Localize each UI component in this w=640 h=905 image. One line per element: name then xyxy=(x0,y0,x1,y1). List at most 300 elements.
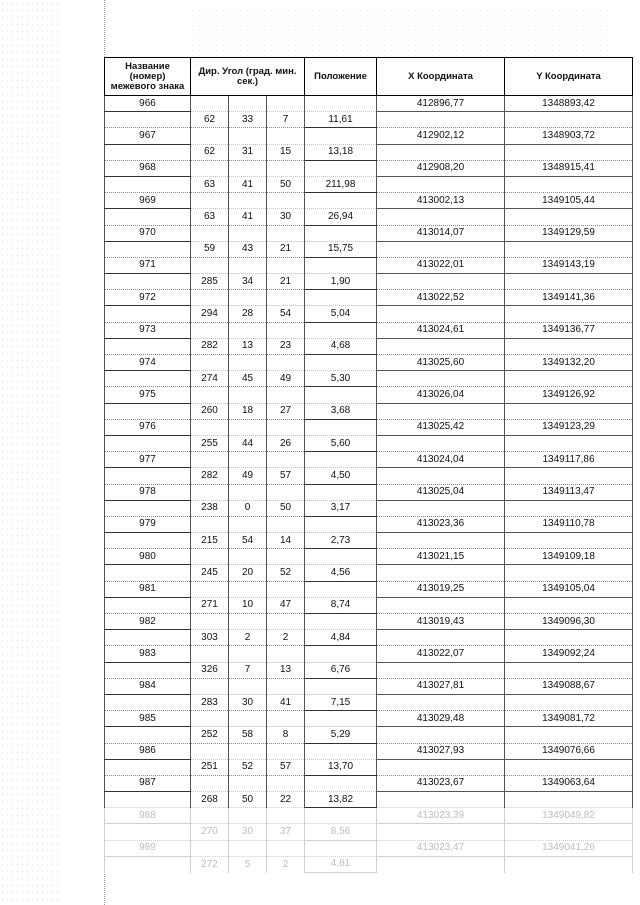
point-row xyxy=(105,678,633,694)
empty-cell xyxy=(377,209,505,225)
x-coordinate: 413029,48 xyxy=(377,711,505,727)
angle-degrees: 294 xyxy=(191,306,229,322)
header-point-name: Название (номер) межевого знака xyxy=(105,58,191,96)
empty-cell xyxy=(305,646,377,662)
y-coordinate: 1349126,92 xyxy=(505,387,633,403)
empty-cell xyxy=(305,290,377,306)
y-coordinate: 1349081,72 xyxy=(505,711,633,727)
empty-cell xyxy=(267,484,305,500)
segment-row xyxy=(105,500,633,516)
segment-row xyxy=(105,274,633,290)
angle-seconds: 15 xyxy=(267,144,305,160)
point-row xyxy=(105,646,633,662)
empty-cell xyxy=(191,257,229,273)
segment-row xyxy=(105,630,633,646)
empty-cell xyxy=(377,792,505,808)
y-coordinate: 1349109,18 xyxy=(505,549,633,565)
empty-cell xyxy=(105,144,191,160)
empty-cell xyxy=(105,274,191,290)
empty-cell xyxy=(105,500,191,516)
empty-cell xyxy=(191,549,229,565)
y-coordinate: 1349076,66 xyxy=(505,743,633,759)
point-name: 970 xyxy=(105,225,191,241)
angle-minutes: 41 xyxy=(229,209,267,225)
empty-cell xyxy=(105,824,191,840)
empty-cell xyxy=(267,549,305,565)
x-coordinate: 413022,01 xyxy=(377,257,505,273)
point-name: 986 xyxy=(105,743,191,759)
angle-minutes: 33 xyxy=(229,112,267,128)
empty-cell xyxy=(377,144,505,160)
x-coordinate: 413022,07 xyxy=(377,646,505,662)
point-name: 983 xyxy=(105,646,191,662)
empty-cell xyxy=(377,371,505,387)
empty-cell xyxy=(505,759,633,775)
angle-seconds: 50 xyxy=(267,176,305,192)
angle-seconds: 30 xyxy=(267,209,305,225)
point-row xyxy=(105,355,633,371)
empty-cell xyxy=(191,646,229,662)
empty-cell xyxy=(505,306,633,322)
y-coordinate: 1349113,47 xyxy=(505,484,633,500)
segment-row xyxy=(105,306,633,322)
angle-minutes: 18 xyxy=(229,403,267,419)
segment-distance: 2,73 xyxy=(305,533,377,549)
segment-distance: 3,17 xyxy=(305,500,377,516)
empty-cell xyxy=(377,759,505,775)
empty-cell xyxy=(377,824,505,840)
angle-seconds: 49 xyxy=(267,371,305,387)
point-name: 981 xyxy=(105,581,191,597)
angle-minutes: 7 xyxy=(229,662,267,678)
empty-cell xyxy=(191,581,229,597)
segment-row xyxy=(105,727,633,743)
empty-cell xyxy=(229,419,267,435)
segment-distance: 4,50 xyxy=(305,468,377,484)
empty-cell xyxy=(267,128,305,144)
empty-cell xyxy=(229,711,267,727)
segment-row xyxy=(105,792,633,808)
empty-cell xyxy=(105,694,191,710)
segment-row xyxy=(105,856,633,872)
point-name: 975 xyxy=(105,387,191,403)
y-coordinate: 1349041,26 xyxy=(505,840,633,856)
empty-cell xyxy=(505,468,633,484)
x-coordinate: 413002,13 xyxy=(377,193,505,209)
empty-cell xyxy=(505,241,633,257)
empty-cell xyxy=(505,274,633,290)
point-row xyxy=(105,840,633,856)
angle-minutes: 20 xyxy=(229,565,267,581)
point-row xyxy=(105,387,633,403)
angle-minutes: 41 xyxy=(229,176,267,192)
empty-cell xyxy=(505,144,633,160)
segment-distance: 3,68 xyxy=(305,403,377,419)
segment-distance: 13,82 xyxy=(305,792,377,808)
empty-cell xyxy=(505,176,633,192)
angle-degrees: 62 xyxy=(191,112,229,128)
x-coordinate: 413027,93 xyxy=(377,743,505,759)
empty-cell xyxy=(105,759,191,775)
empty-cell xyxy=(377,176,505,192)
angle-degrees: 245 xyxy=(191,565,229,581)
empty-cell xyxy=(505,727,633,743)
point-row xyxy=(105,614,633,630)
empty-cell xyxy=(305,322,377,338)
angle-degrees: 303 xyxy=(191,630,229,646)
y-coordinate: 1348915,41 xyxy=(505,160,633,176)
boundary-coordinates-table xyxy=(104,57,633,873)
empty-cell xyxy=(191,290,229,306)
empty-cell xyxy=(305,808,377,824)
empty-cell xyxy=(505,694,633,710)
y-coordinate: 1349129,59 xyxy=(505,225,633,241)
segment-row xyxy=(105,694,633,710)
empty-cell xyxy=(229,193,267,209)
angle-minutes: 0 xyxy=(229,500,267,516)
angle-minutes: 45 xyxy=(229,371,267,387)
empty-cell xyxy=(377,533,505,549)
empty-cell xyxy=(229,775,267,791)
angle-seconds: 7 xyxy=(267,112,305,128)
x-coordinate: 413023,39 xyxy=(377,808,505,824)
segment-row xyxy=(105,176,633,192)
empty-cell xyxy=(377,274,505,290)
empty-cell xyxy=(377,694,505,710)
empty-cell xyxy=(229,581,267,597)
empty-cell xyxy=(229,516,267,532)
point-row xyxy=(105,743,633,759)
empty-cell xyxy=(267,225,305,241)
point-row xyxy=(105,484,633,500)
empty-cell xyxy=(191,128,229,144)
angle-degrees: 63 xyxy=(191,209,229,225)
empty-cell xyxy=(229,355,267,371)
y-coordinate: 1349105,44 xyxy=(505,193,633,209)
segment-distance: 26,94 xyxy=(305,209,377,225)
x-coordinate: 412908,20 xyxy=(377,160,505,176)
empty-cell xyxy=(377,468,505,484)
segment-distance: 4,81 xyxy=(305,856,377,872)
empty-cell xyxy=(229,646,267,662)
point-row xyxy=(105,775,633,791)
angle-degrees: 268 xyxy=(191,792,229,808)
x-coordinate: 413023,36 xyxy=(377,516,505,532)
angle-minutes: 58 xyxy=(229,727,267,743)
point-name: 985 xyxy=(105,711,191,727)
empty-cell xyxy=(505,403,633,419)
segment-distance: 5,30 xyxy=(305,371,377,387)
empty-cell xyxy=(305,419,377,435)
empty-cell xyxy=(105,112,191,128)
empty-cell xyxy=(305,96,377,112)
x-coordinate: 413023,67 xyxy=(377,775,505,791)
segment-row xyxy=(105,759,633,775)
point-name: 982 xyxy=(105,614,191,630)
empty-cell xyxy=(105,565,191,581)
y-coordinate: 1348893,42 xyxy=(505,96,633,112)
empty-cell xyxy=(105,792,191,808)
segment-row xyxy=(105,468,633,484)
point-row xyxy=(105,452,633,468)
y-coordinate: 1349143,19 xyxy=(505,257,633,273)
point-row xyxy=(105,193,633,209)
empty-cell xyxy=(267,678,305,694)
point-name: 973 xyxy=(105,322,191,338)
empty-cell xyxy=(377,727,505,743)
empty-cell xyxy=(377,338,505,354)
segment-row xyxy=(105,338,633,354)
empty-cell xyxy=(505,338,633,354)
point-name: 984 xyxy=(105,678,191,694)
empty-cell xyxy=(505,500,633,516)
angle-minutes: 5 xyxy=(229,856,267,872)
empty-cell xyxy=(105,435,191,451)
y-coordinate: 1349096,30 xyxy=(505,614,633,630)
angle-minutes: 43 xyxy=(229,241,267,257)
empty-cell xyxy=(229,96,267,112)
x-coordinate: 413019,43 xyxy=(377,614,505,630)
angle-degrees: 63 xyxy=(191,176,229,192)
point-row xyxy=(105,160,633,176)
angle-degrees: 215 xyxy=(191,533,229,549)
empty-cell xyxy=(377,403,505,419)
point-name: 966 xyxy=(105,96,191,112)
empty-cell xyxy=(305,711,377,727)
angle-minutes: 54 xyxy=(229,533,267,549)
angle-seconds: 57 xyxy=(267,759,305,775)
segment-distance: 4,84 xyxy=(305,630,377,646)
empty-cell xyxy=(105,371,191,387)
empty-cell xyxy=(229,225,267,241)
empty-cell xyxy=(505,597,633,613)
point-row xyxy=(105,257,633,273)
empty-cell xyxy=(305,549,377,565)
angle-seconds: 22 xyxy=(267,792,305,808)
x-coordinate: 413027,81 xyxy=(377,678,505,694)
angle-seconds: 37 xyxy=(267,824,305,840)
empty-cell xyxy=(305,743,377,759)
empty-cell xyxy=(191,743,229,759)
angle-minutes: 30 xyxy=(229,824,267,840)
empty-cell xyxy=(191,516,229,532)
empty-cell xyxy=(505,630,633,646)
empty-cell xyxy=(191,775,229,791)
segment-row xyxy=(105,662,633,678)
empty-cell xyxy=(305,516,377,532)
point-name: 979 xyxy=(105,516,191,532)
angle-minutes: 49 xyxy=(229,468,267,484)
point-row xyxy=(105,322,633,338)
empty-cell xyxy=(267,322,305,338)
empty-cell xyxy=(229,322,267,338)
segment-row xyxy=(105,112,633,128)
empty-cell xyxy=(267,419,305,435)
y-coordinate: 1349117,86 xyxy=(505,452,633,468)
segment-row xyxy=(105,209,633,225)
angle-degrees: 260 xyxy=(191,403,229,419)
empty-cell xyxy=(377,435,505,451)
empty-cell xyxy=(229,290,267,306)
empty-cell xyxy=(105,241,191,257)
empty-cell xyxy=(267,775,305,791)
empty-cell xyxy=(505,565,633,581)
segment-distance: 8,56 xyxy=(305,824,377,840)
empty-cell xyxy=(305,128,377,144)
empty-cell xyxy=(229,452,267,468)
empty-cell xyxy=(505,792,633,808)
header-y-coordinate: Y Координата xyxy=(505,58,633,96)
x-coordinate: 413019,25 xyxy=(377,581,505,597)
empty-cell xyxy=(229,549,267,565)
empty-cell xyxy=(105,856,191,872)
point-row xyxy=(105,290,633,306)
empty-cell xyxy=(229,160,267,176)
empty-cell xyxy=(305,225,377,241)
point-name: 967 xyxy=(105,128,191,144)
header-distance: Положение xyxy=(305,58,377,96)
table-header-row xyxy=(105,58,633,96)
angle-degrees: 59 xyxy=(191,241,229,257)
angle-minutes: 10 xyxy=(229,597,267,613)
point-name: 974 xyxy=(105,355,191,371)
empty-cell xyxy=(105,727,191,743)
point-name: 980 xyxy=(105,549,191,565)
empty-cell xyxy=(229,840,267,856)
angle-degrees: 283 xyxy=(191,694,229,710)
segment-distance: 211,98 xyxy=(305,176,377,192)
point-name: 988 xyxy=(105,808,191,824)
segment-row xyxy=(105,371,633,387)
empty-cell xyxy=(229,614,267,630)
segment-row xyxy=(105,565,633,581)
point-row xyxy=(105,581,633,597)
angle-minutes: 34 xyxy=(229,274,267,290)
x-coordinate: 413026,04 xyxy=(377,387,505,403)
empty-cell xyxy=(191,322,229,338)
angle-degrees: 270 xyxy=(191,824,229,840)
angle-minutes: 52 xyxy=(229,759,267,775)
angle-degrees: 274 xyxy=(191,371,229,387)
empty-cell xyxy=(229,678,267,694)
point-name: 972 xyxy=(105,290,191,306)
empty-cell xyxy=(267,581,305,597)
empty-cell xyxy=(505,533,633,549)
angle-seconds: 57 xyxy=(267,468,305,484)
empty-cell xyxy=(305,581,377,597)
empty-cell xyxy=(105,338,191,354)
empty-cell xyxy=(267,614,305,630)
point-row xyxy=(105,419,633,435)
empty-cell xyxy=(105,597,191,613)
empty-cell xyxy=(105,630,191,646)
empty-cell xyxy=(191,614,229,630)
angle-degrees: 238 xyxy=(191,500,229,516)
segment-distance: 4,68 xyxy=(305,338,377,354)
header-direction-angle: Дир. Угол (град. мин. сек.) xyxy=(191,58,305,96)
empty-cell xyxy=(505,824,633,840)
x-coordinate: 413014,07 xyxy=(377,225,505,241)
empty-cell xyxy=(305,614,377,630)
angle-minutes: 2 xyxy=(229,630,267,646)
empty-cell xyxy=(377,241,505,257)
scan-noise-left xyxy=(0,0,60,905)
angle-seconds: 47 xyxy=(267,597,305,613)
empty-cell xyxy=(377,112,505,128)
point-row xyxy=(105,96,633,112)
empty-cell xyxy=(105,468,191,484)
empty-cell xyxy=(505,856,633,872)
y-coordinate: 1349110,78 xyxy=(505,516,633,532)
empty-cell xyxy=(305,775,377,791)
empty-cell xyxy=(105,176,191,192)
segment-distance: 1,90 xyxy=(305,274,377,290)
segment-row xyxy=(105,403,633,419)
empty-cell xyxy=(377,306,505,322)
empty-cell xyxy=(377,565,505,581)
x-coordinate: 413024,61 xyxy=(377,322,505,338)
angle-minutes: 31 xyxy=(229,144,267,160)
angle-degrees: 282 xyxy=(191,468,229,484)
point-row xyxy=(105,128,633,144)
empty-cell xyxy=(267,96,305,112)
point-name: 968 xyxy=(105,160,191,176)
empty-cell xyxy=(105,662,191,678)
angle-degrees: 326 xyxy=(191,662,229,678)
angle-degrees: 271 xyxy=(191,597,229,613)
empty-cell xyxy=(305,387,377,403)
segment-distance: 5,04 xyxy=(305,306,377,322)
angle-seconds: 54 xyxy=(267,306,305,322)
empty-cell xyxy=(191,678,229,694)
y-coordinate: 1349063,64 xyxy=(505,775,633,791)
empty-cell xyxy=(267,711,305,727)
y-coordinate: 1348903,72 xyxy=(505,128,633,144)
empty-cell xyxy=(191,193,229,209)
angle-minutes: 30 xyxy=(229,694,267,710)
point-name: 976 xyxy=(105,419,191,435)
segment-distance: 5,60 xyxy=(305,435,377,451)
empty-cell xyxy=(305,452,377,468)
angle-minutes: 28 xyxy=(229,306,267,322)
x-coordinate: 413021,15 xyxy=(377,549,505,565)
empty-cell xyxy=(305,484,377,500)
angle-degrees: 255 xyxy=(191,435,229,451)
y-coordinate: 1349049,82 xyxy=(505,808,633,824)
empty-cell xyxy=(377,500,505,516)
point-name: 987 xyxy=(105,775,191,791)
angle-seconds: 50 xyxy=(267,500,305,516)
empty-cell xyxy=(267,387,305,403)
y-coordinate: 1349105,04 xyxy=(505,581,633,597)
empty-cell xyxy=(191,225,229,241)
segment-row xyxy=(105,144,633,160)
empty-cell xyxy=(505,435,633,451)
empty-cell xyxy=(191,840,229,856)
empty-cell xyxy=(505,209,633,225)
empty-cell xyxy=(105,403,191,419)
segment-distance: 5,29 xyxy=(305,727,377,743)
empty-cell xyxy=(229,484,267,500)
scan-noise-top xyxy=(190,8,610,58)
angle-seconds: 8 xyxy=(267,727,305,743)
empty-cell xyxy=(305,160,377,176)
angle-seconds: 23 xyxy=(267,338,305,354)
segment-row xyxy=(105,824,633,840)
angle-seconds: 41 xyxy=(267,694,305,710)
empty-cell xyxy=(267,516,305,532)
x-coordinate: 413024,04 xyxy=(377,452,505,468)
